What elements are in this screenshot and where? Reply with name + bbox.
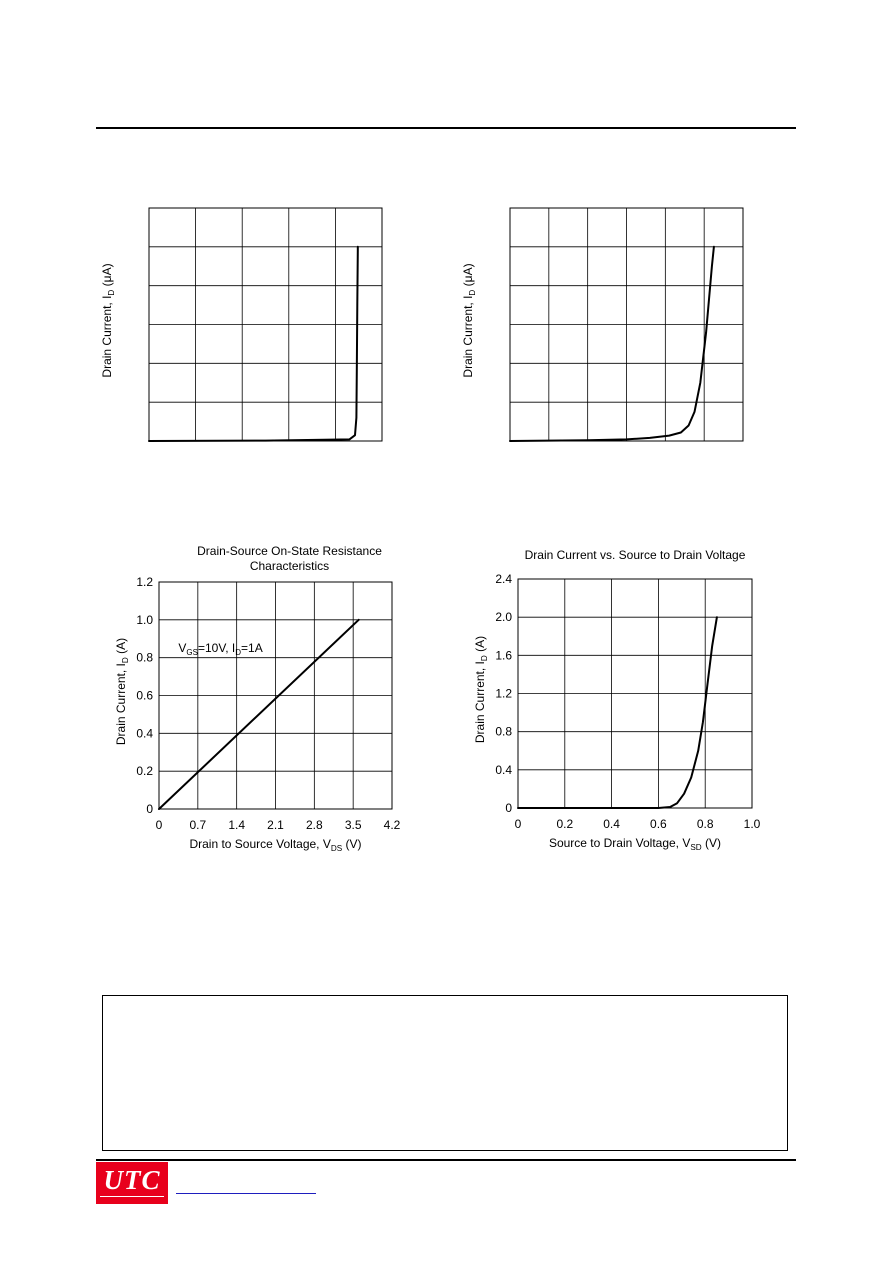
y-axis-label: Drain Current, $I_D$ (μA) <box>461 263 477 378</box>
series-line <box>510 247 714 441</box>
chart-3 <box>136 544 400 832</box>
y-axis-label: Drain Current, $I_D$ (A) <box>114 637 130 746</box>
chart-4 <box>495 548 760 831</box>
y-tick-label: 0.6 <box>136 688 153 703</box>
y-tick-label: 0 <box>505 801 512 815</box>
y-axis-label: Drain Current, $I_D$ (μA) <box>100 263 116 378</box>
x-axis-label: Source to Drain Voltage, $V_{SD}$ (V) <box>548 836 722 852</box>
chart-title: Drain-Source On-State Resistance <box>197 544 382 558</box>
chart-2 <box>510 208 743 441</box>
chart-title: Drain Current vs. Source to Drain Voltage <box>524 548 746 562</box>
x-tick-label: 0.8 <box>696 817 714 831</box>
x-tick-label: 0.4 <box>603 817 620 831</box>
website-link[interactable] <box>176 1193 316 1194</box>
utc-logo <box>96 1162 168 1204</box>
y-tick-label: 0.4 <box>136 726 153 741</box>
y-tick-label: 2.4 <box>495 572 512 586</box>
y-tick-label: 0.8 <box>136 650 153 665</box>
y-tick-label: 0 <box>146 802 153 816</box>
x-tick-label: 0 <box>155 818 163 832</box>
y-axis-label: Drain Current, $I_D$ (A) <box>473 635 489 744</box>
x-tick-label: 0.2 <box>556 817 574 831</box>
chart-annotation: $V_{GS}=10V$, $I_D=1A$ <box>178 641 263 658</box>
x-tick-label: 0.6 <box>650 817 667 831</box>
x-tick-label: 2.8 <box>305 818 323 832</box>
y-tick-label: 1.2 <box>136 575 153 589</box>
x-axis-label: Drain to Source Voltage, $V_{DS}$ (V) <box>189 837 362 853</box>
chart-1 <box>149 208 382 441</box>
x-tick-label: 3.5 <box>344 818 362 832</box>
utc-logo-text: UTC <box>103 1165 161 1195</box>
y-tick-label: 0.2 <box>136 764 153 779</box>
y-tick-label: 1.2 <box>495 686 512 701</box>
x-tick-label: 1.0 <box>743 817 761 831</box>
x-tick-label: 1.4 <box>228 818 246 832</box>
chart-title-line-2: Characteristics <box>249 559 330 573</box>
x-tick-label: 0.7 <box>189 818 207 832</box>
x-tick-label: 0 <box>514 817 522 831</box>
y-tick-label: 0.8 <box>495 724 512 739</box>
x-tick-label: 4.2 <box>383 818 401 832</box>
x-tick-label: 2.1 <box>267 818 284 832</box>
y-tick-label: 0.4 <box>495 762 512 777</box>
y-tick-label: 1.0 <box>136 612 153 627</box>
series-line <box>149 247 358 441</box>
y-tick-label: 1.6 <box>495 648 512 663</box>
utc-logo-underline <box>100 1196 164 1197</box>
note-box <box>102 995 788 1151</box>
footer-rule <box>96 1159 796 1161</box>
series-line <box>518 617 717 808</box>
y-tick-label: 2.0 <box>495 610 512 625</box>
